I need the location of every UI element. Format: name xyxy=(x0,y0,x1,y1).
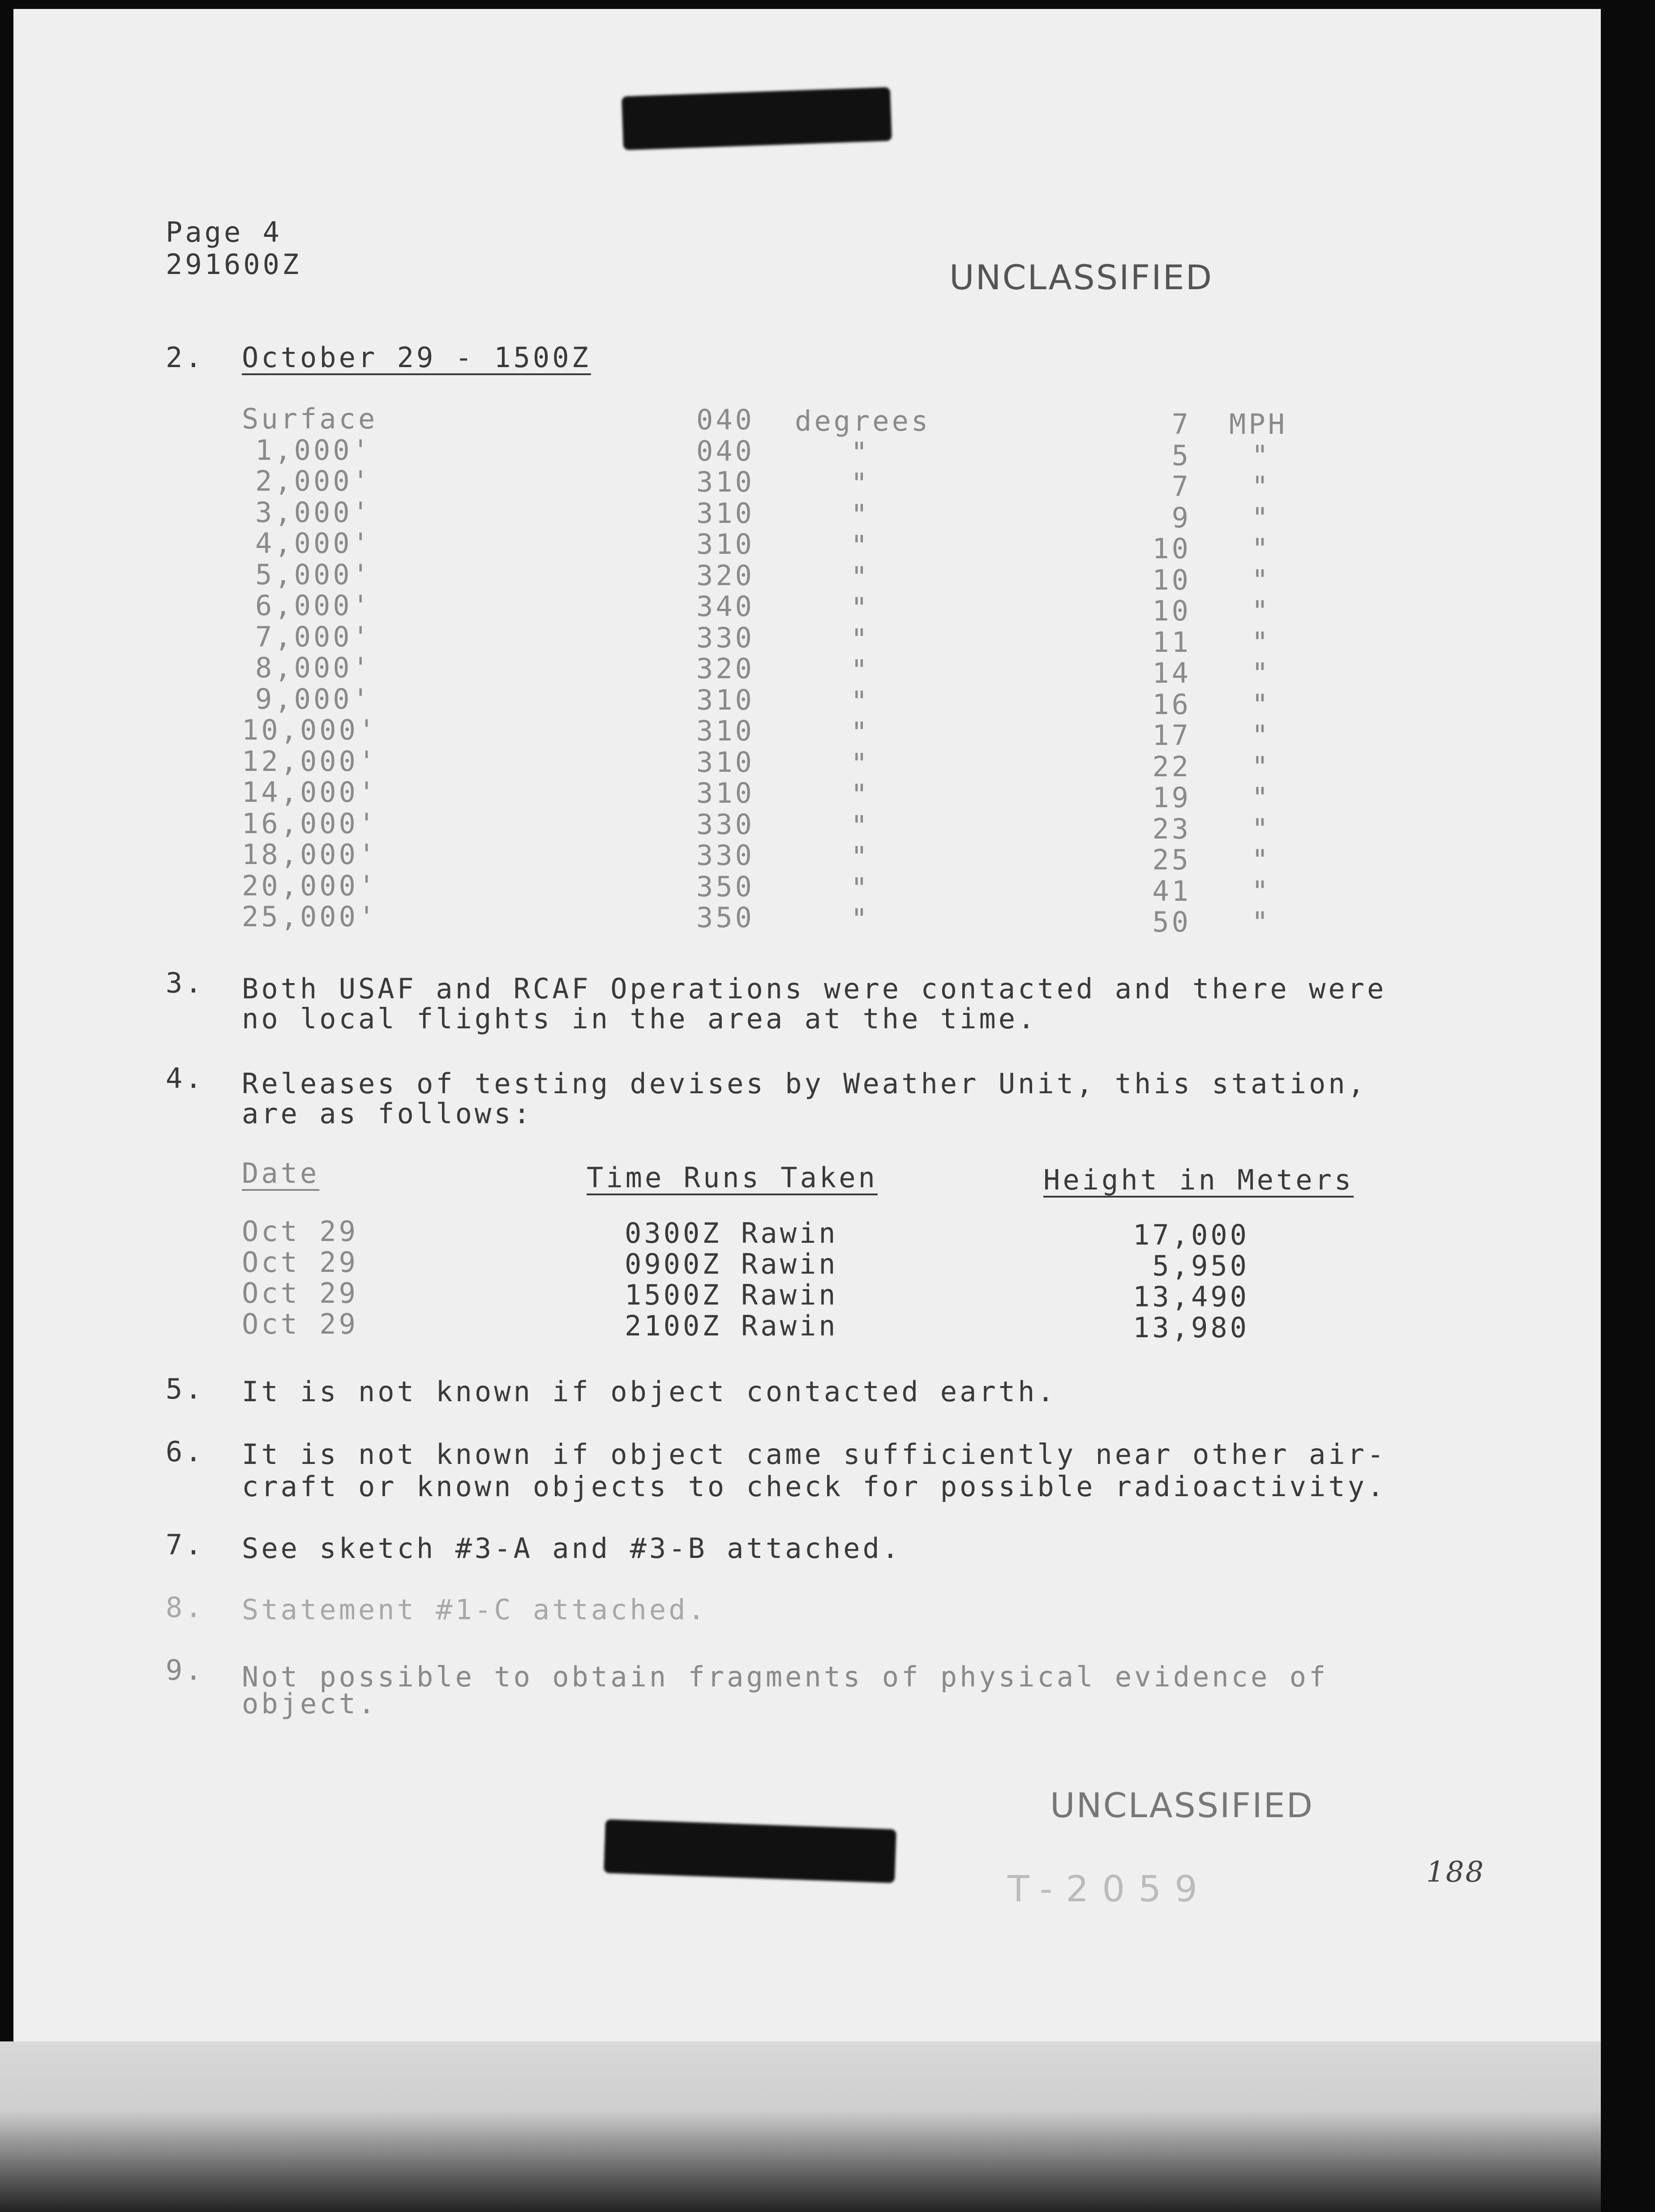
item-6-line-1: It is not known if object came sufficiently near other air- xyxy=(242,1438,1387,1471)
wind-altitude: 9,000' xyxy=(255,682,372,715)
wind-direction: 310 xyxy=(696,715,755,747)
redaction-bar-bottom xyxy=(604,1819,896,1883)
wind-altitude: 20,000' xyxy=(242,869,378,902)
wind-speed: 19 xyxy=(1152,781,1191,814)
wind-direction: 320 xyxy=(696,559,755,592)
item-8-number: 8. xyxy=(166,1591,205,1624)
wind-speed: 50 xyxy=(1152,906,1191,938)
wind-direction: 320 xyxy=(696,652,755,685)
item-3-number: 3. xyxy=(166,967,205,999)
wind-altitude: 2,000' xyxy=(255,465,372,497)
wind-speed: 14 xyxy=(1152,657,1191,689)
scan-border xyxy=(1601,0,1655,2212)
release-height: 13,980 xyxy=(1133,1311,1249,1344)
wind-direction: 040 xyxy=(696,403,755,436)
item-3-line-1: Both USAF and RCAF Operations were contacted and there were xyxy=(242,972,1387,1005)
release-height: 17,000 xyxy=(1133,1219,1249,1251)
wind-direction-unit: " xyxy=(851,685,870,718)
wind-speed-unit: " xyxy=(1252,470,1271,503)
wind-speed-unit: " xyxy=(1252,906,1271,938)
wind-speed-unit: " xyxy=(1252,595,1271,627)
item-6-number: 6. xyxy=(166,1435,205,1468)
release-time: 0300Z Rawin xyxy=(625,1217,838,1249)
item-2-number: 2. xyxy=(166,341,205,374)
wind-speed: 11 xyxy=(1152,625,1191,659)
wind-direction: 330 xyxy=(696,621,755,654)
wind-direction-unit: " xyxy=(851,871,870,904)
wind-direction-unit: " xyxy=(851,903,870,935)
wind-direction-unit: " xyxy=(851,529,870,562)
release-height: 13,490 xyxy=(1133,1280,1249,1313)
wind-speed: 5 xyxy=(1171,439,1191,472)
wind-speed: 7 xyxy=(1171,408,1191,441)
wind-altitude: 12,000' xyxy=(242,744,378,778)
wind-speed-unit: " xyxy=(1252,781,1271,814)
wind-speed-unit: " xyxy=(1252,812,1271,845)
wind-direction: 310 xyxy=(696,466,755,498)
wind-direction-unit: " xyxy=(851,560,870,593)
wind-direction-unit: degrees xyxy=(795,405,931,437)
wind-direction-unit: " xyxy=(851,436,870,469)
wind-speed: 10 xyxy=(1152,563,1191,596)
wind-speed-unit: " xyxy=(1252,657,1271,689)
wind-speed-unit: " xyxy=(1252,719,1271,752)
item-4-line-2: are as follows: xyxy=(242,1097,533,1130)
wind-direction-unit: " xyxy=(851,840,870,873)
release-date: Oct 29 xyxy=(242,1246,358,1279)
wind-altitude: 3,000' xyxy=(255,496,372,529)
wind-altitude: 5,000' xyxy=(255,558,372,591)
wind-direction: 040 xyxy=(696,434,755,467)
item-6-line-2: craft or known objects to check for possible radioactivity. xyxy=(242,1470,1387,1503)
wind-direction-unit: " xyxy=(851,716,870,749)
wind-direction-unit: " xyxy=(851,498,870,531)
wind-direction-unit: " xyxy=(851,778,870,811)
wind-direction: 310 xyxy=(696,528,755,560)
wind-speed-unit: " xyxy=(1252,563,1271,596)
classification-stamp-bottom: UNCLASSIFIED xyxy=(1050,1785,1314,1825)
wind-speed-unit: " xyxy=(1252,688,1271,721)
wind-speed-unit: " xyxy=(1252,501,1271,534)
wind-speed-unit: " xyxy=(1252,625,1271,659)
wind-speed: 23 xyxy=(1152,812,1191,845)
classification-stamp-top: UNCLASSIFIED xyxy=(949,257,1213,297)
wind-altitude: 8,000' xyxy=(255,651,372,684)
release-time: 1500Z Rawin xyxy=(625,1279,838,1311)
release-time: 0900Z Rawin xyxy=(625,1248,838,1280)
wind-direction-unit: " xyxy=(851,809,870,842)
item-8-line-1: Statement #1-C attached. xyxy=(242,1593,707,1626)
wind-speed: 22 xyxy=(1152,750,1191,783)
item-4-line-1: Releases of testing devises by Weather Unit, this station, xyxy=(242,1067,1367,1100)
wind-direction-unit: " xyxy=(851,622,870,655)
item-2-title: October 29 - 1500Z xyxy=(242,341,591,374)
release-time: 2100Z Rawin xyxy=(625,1309,838,1342)
wind-altitude: Surface xyxy=(242,402,378,435)
wind-altitude: 6,000' xyxy=(255,589,372,622)
wind-direction-unit: " xyxy=(851,654,870,686)
wind-altitude: 7,000' xyxy=(255,620,372,653)
header-date: Date xyxy=(242,1157,320,1189)
wind-speed-unit: " xyxy=(1252,874,1271,907)
wind-altitude: 25,000' xyxy=(242,900,378,933)
wind-direction: 310 xyxy=(696,745,755,779)
wind-direction: 310 xyxy=(696,777,755,809)
wind-direction-unit: " xyxy=(851,591,870,624)
item-7-line-1: See sketch #3-A and #3-B attached. xyxy=(242,1532,902,1565)
release-height: 5,950 xyxy=(1152,1249,1249,1282)
wind-speed: 10 xyxy=(1152,595,1191,627)
item-9-line-2: object. xyxy=(242,1687,378,1720)
header-height: Height in Meters xyxy=(1043,1164,1354,1196)
page-shadow xyxy=(0,2041,1655,2212)
wind-altitude: 4,000' xyxy=(255,527,372,560)
item-5-line-1: It is not known if object contacted earth. xyxy=(242,1375,1057,1408)
wind-speed: 25 xyxy=(1152,843,1191,876)
wind-direction: 330 xyxy=(696,839,755,872)
wind-altitude: 16,000' xyxy=(242,807,378,840)
serial-stamp: T-2059 xyxy=(1008,1868,1211,1910)
item-9-line-1: Not possible to obtain fragments of physical evidence of xyxy=(242,1660,1329,1693)
wind-direction: 350 xyxy=(696,901,755,934)
wind-speed: 9 xyxy=(1171,501,1191,534)
header-time-runs: Time Runs Taken xyxy=(587,1161,878,1194)
wind-altitude: 1,000' xyxy=(255,433,372,466)
wind-direction-unit: " xyxy=(851,467,870,500)
release-date: Oct 29 xyxy=(242,1308,358,1340)
wind-speed: 10 xyxy=(1152,532,1191,565)
wind-speed: 41 xyxy=(1152,874,1191,907)
wind-altitude: 10,000' xyxy=(242,714,378,746)
release-date: Oct 29 xyxy=(242,1277,358,1309)
wind-speed-unit: MPH xyxy=(1229,408,1287,441)
wind-direction-unit: " xyxy=(851,747,870,780)
item-9-number: 9. xyxy=(166,1654,205,1686)
wind-altitude: 18,000' xyxy=(242,838,378,871)
item-7-number: 7. xyxy=(166,1528,205,1561)
handwritten-page-number: 188 xyxy=(1426,1856,1485,1889)
release-date: Oct 29 xyxy=(242,1215,358,1248)
wind-direction: 310 xyxy=(696,683,755,716)
wind-speed-unit: " xyxy=(1252,439,1271,472)
wind-speed-unit: " xyxy=(1252,843,1271,876)
wind-speed-unit: " xyxy=(1252,532,1271,565)
wind-speed-unit: " xyxy=(1252,750,1271,783)
item-5-number: 5. xyxy=(166,1373,205,1405)
redaction-bar-top xyxy=(622,87,892,150)
wind-speed: 7 xyxy=(1171,470,1191,503)
wind-direction: 310 xyxy=(696,496,755,530)
wind-speed: 17 xyxy=(1152,719,1191,752)
wind-altitude: 14,000' xyxy=(242,776,378,809)
wind-speed: 16 xyxy=(1152,688,1191,721)
item-3-line-2: no local flights in the area at the time. xyxy=(242,1002,1038,1035)
dtg: 291600Z xyxy=(166,248,302,281)
page-number: Page 4 xyxy=(166,216,282,248)
wind-direction: 350 xyxy=(696,870,755,903)
wind-direction: 340 xyxy=(696,590,755,623)
wind-direction: 330 xyxy=(696,808,755,841)
item-4-number: 4. xyxy=(166,1062,205,1095)
